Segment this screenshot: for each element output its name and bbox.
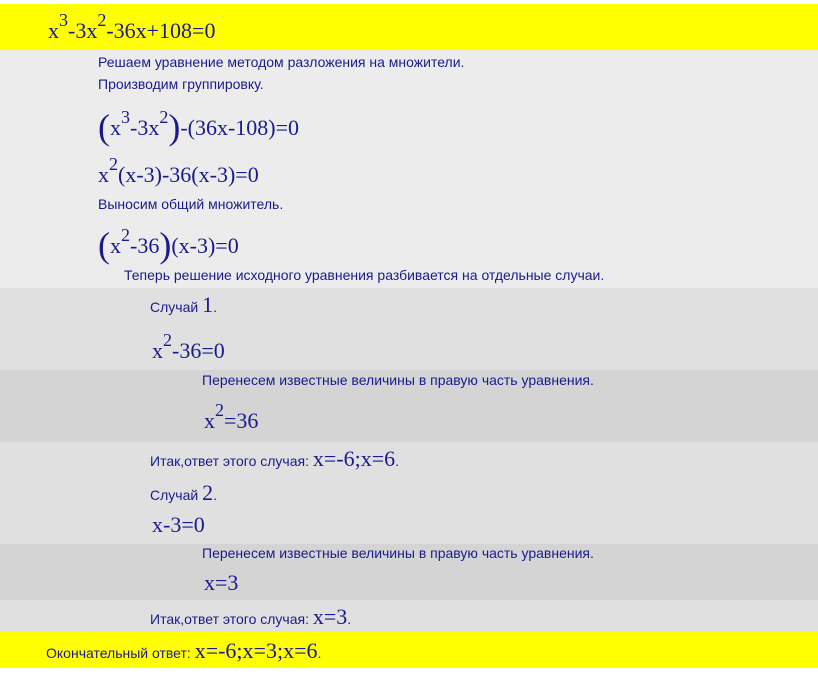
case1-title: Случай 1. (150, 292, 217, 317)
case2-move-text: Перенесем известные величины в правую часть уравнения. (202, 545, 594, 561)
case1-band (0, 288, 818, 370)
grouped-equation: $(x^3-3x^2)-(36x-108)=0$ (98, 106, 300, 147)
grouping-text: Производим группировку. (98, 76, 264, 92)
cases-intro-text: Теперь решение исходного уравнения разбивается на отдельные случаи. (124, 267, 605, 283)
case1-equation: $x^2-36=0$ (152, 329, 225, 363)
intro-text: Решаем уравнение методом разложения на множители. (98, 54, 465, 70)
case2-band (0, 442, 818, 544)
header-equation: $x^3-3x^2-36x+108=0$ (48, 9, 216, 43)
final-answer: Окончательный ответ: x=-6;x=3;x=6. (46, 638, 322, 663)
common-factor-text: Выносим общий множитель. (98, 196, 284, 212)
case1-move-text: Перенесем известные величины в правую часть уравнения. (202, 372, 594, 388)
common-factor-equation: $(x^2-36)(x-3)=0$ (98, 224, 239, 265)
case1-moved-equation: $x^2=36$ (204, 399, 259, 433)
case1-answer: Итак,ответ этого случая: x=-6;x=6. (150, 446, 400, 471)
case2-moved-equation: x=3 (204, 570, 239, 595)
factored-equation: $x^2(x-3)-36(x-3)=0$ (98, 153, 259, 187)
case2-equation: x-3=0 (152, 512, 205, 537)
case2-answer: Итак,ответ этого случая: x=3. (150, 604, 352, 629)
case2-answer-band (0, 600, 818, 632)
case2-title: Случай 2. (150, 480, 217, 505)
